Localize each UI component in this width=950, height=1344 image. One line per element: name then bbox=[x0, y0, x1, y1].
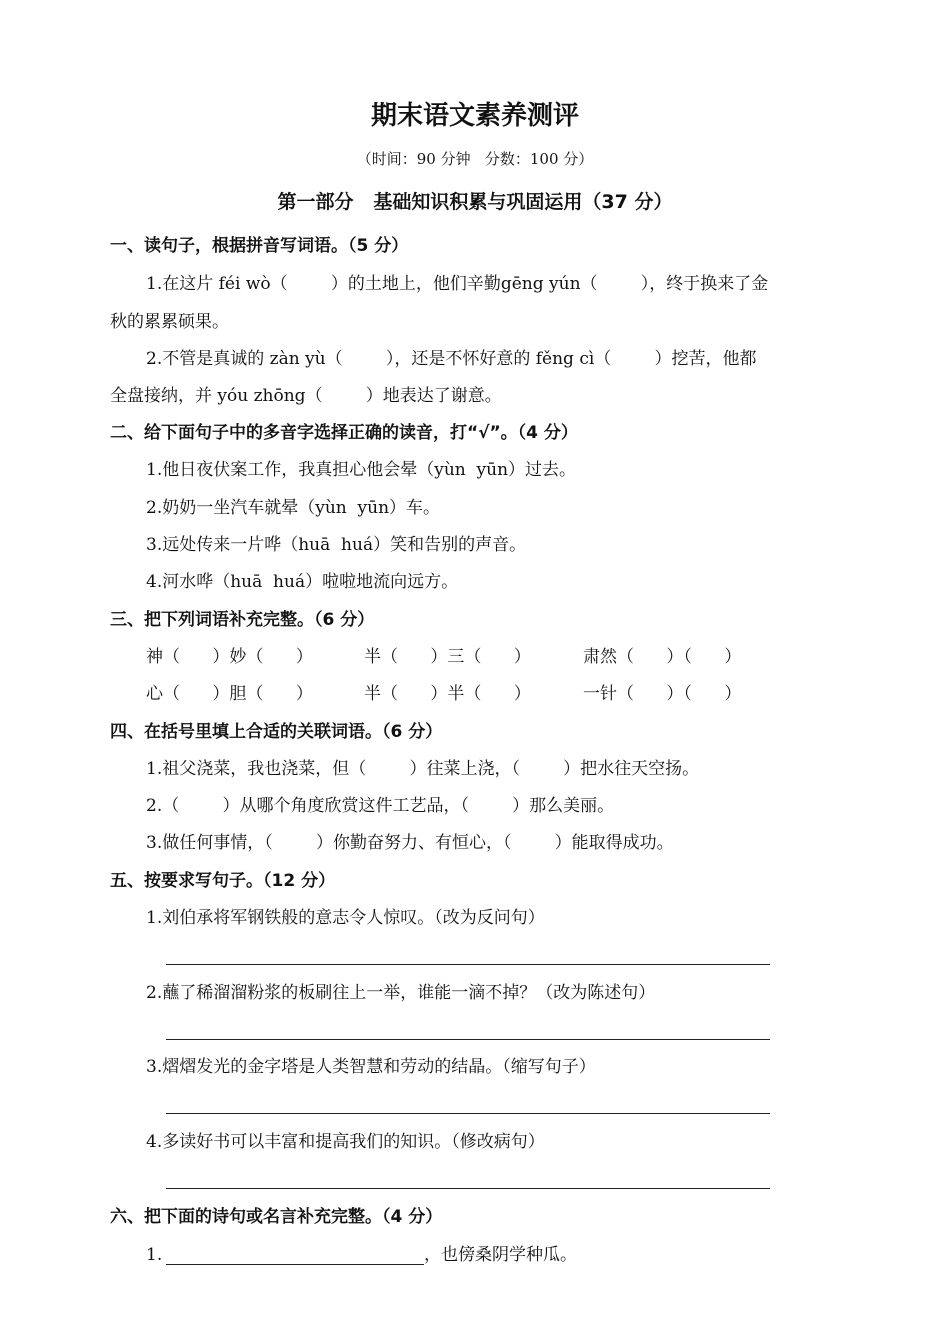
answer-line[interactable] bbox=[166, 1039, 770, 1040]
s2-item-4: 4.河水哗（huā huá）啦啦地流向远方。 bbox=[146, 572, 459, 592]
section-6-heading: 六、把下面的诗句或名言补充完整。（4 分） bbox=[110, 1207, 443, 1227]
s5-item-2: 2.蘸了稀溜溜粉浆的板刷往上一举，谁能一滴不掉？（改为陈述句） bbox=[146, 983, 656, 1003]
section-3-heading: 三、把下列词语补充完整。（6 分） bbox=[110, 610, 375, 630]
s4-item-2: 2.（ ）从哪个角度欣赏这件工艺品，（ ）那么美丽。 bbox=[146, 796, 615, 816]
s6-q1-text: ，也傍桑阴学种瓜。 bbox=[424, 1245, 577, 1265]
s5-item-4: 4.多读好书可以丰富和提高我们的知识。（修改病句） bbox=[146, 1132, 545, 1152]
s1-q2-line1: 2.不管是真诚的 zàn yù（ ），还是不怀好意的 fěng cì（ ）挖苦，他都 bbox=[146, 349, 757, 369]
s4-item-3: 3.做任何事情，（ ）你勤奋努力、有恒心，（ ）能取得成功。 bbox=[146, 833, 674, 853]
s3-row2-col2: 半（ ）半（ ） bbox=[364, 684, 531, 704]
page-title: 期末语文素养测评 bbox=[370, 101, 579, 131]
section-5-heading: 五、按要求写句子。（12 分） bbox=[110, 871, 336, 891]
s3-row1-col1: 神（ ）妙（ ） bbox=[146, 647, 313, 667]
s1-q1-line1: 1.在这片 féi wò（ ）的土地上，他们辛勤gēng yún（ ），终于换来了金 bbox=[146, 274, 769, 294]
section-1-heading: 一、读句子，根据拼音写词语。（5 分） bbox=[110, 236, 409, 256]
answer-line[interactable] bbox=[166, 1188, 770, 1189]
s1-q2-line2: 全盘接纳，并 yóu zhōng（ ）地表达了谢意。 bbox=[110, 386, 502, 406]
section-4-heading: 四、在括号里填上合适的关联词语。（6 分） bbox=[110, 722, 443, 742]
answer-line[interactable] bbox=[166, 964, 770, 965]
s6-q1-number: 1. bbox=[146, 1245, 163, 1265]
exam-info: （时间：90 分钟 分数：100 分） bbox=[356, 150, 594, 168]
fill-blank-line[interactable] bbox=[166, 1264, 424, 1265]
answer-line[interactable] bbox=[166, 1113, 770, 1114]
section-2-heading: 二、给下面句子中的多音字选择正确的读音，打“√”。（4 分） bbox=[110, 423, 578, 443]
s2-item-3: 3.远处传来一片哗（huā huá）笑和告别的声音。 bbox=[146, 535, 527, 555]
s5-item-3: 3.熠熠发光的金字塔是人类智慧和劳动的结晶。（缩写句子） bbox=[146, 1057, 596, 1077]
s5-item-1: 1.刘伯承将军钢铁般的意志令人惊叹。（改为反问句） bbox=[146, 908, 545, 928]
s3-row2-col1: 心（ ）胆（ ） bbox=[146, 684, 313, 704]
s3-row1-col3: 肃然（ ）（ ） bbox=[583, 647, 742, 667]
s2-item-1: 1.他日夜伏案工作，我真担心他会晕（yùn yūn）过去。 bbox=[146, 460, 577, 480]
s2-item-2: 2.奶奶一坐汽车就晕（yùn yūn）车。 bbox=[146, 498, 441, 518]
s3-row1-col2: 半（ ）三（ ） bbox=[364, 647, 531, 667]
s3-row2-col3: 一针（ ）（ ） bbox=[583, 684, 742, 704]
s1-q1-line2: 秋的累累硕果。 bbox=[110, 312, 229, 332]
s4-item-1: 1.祖父浇菜，我也浇菜，但（ ）往菜上浇，（ ）把水往天空扬。 bbox=[146, 759, 700, 779]
part-one-title: 第一部分 基础知识积累与巩固运用（37 分） bbox=[277, 191, 673, 213]
